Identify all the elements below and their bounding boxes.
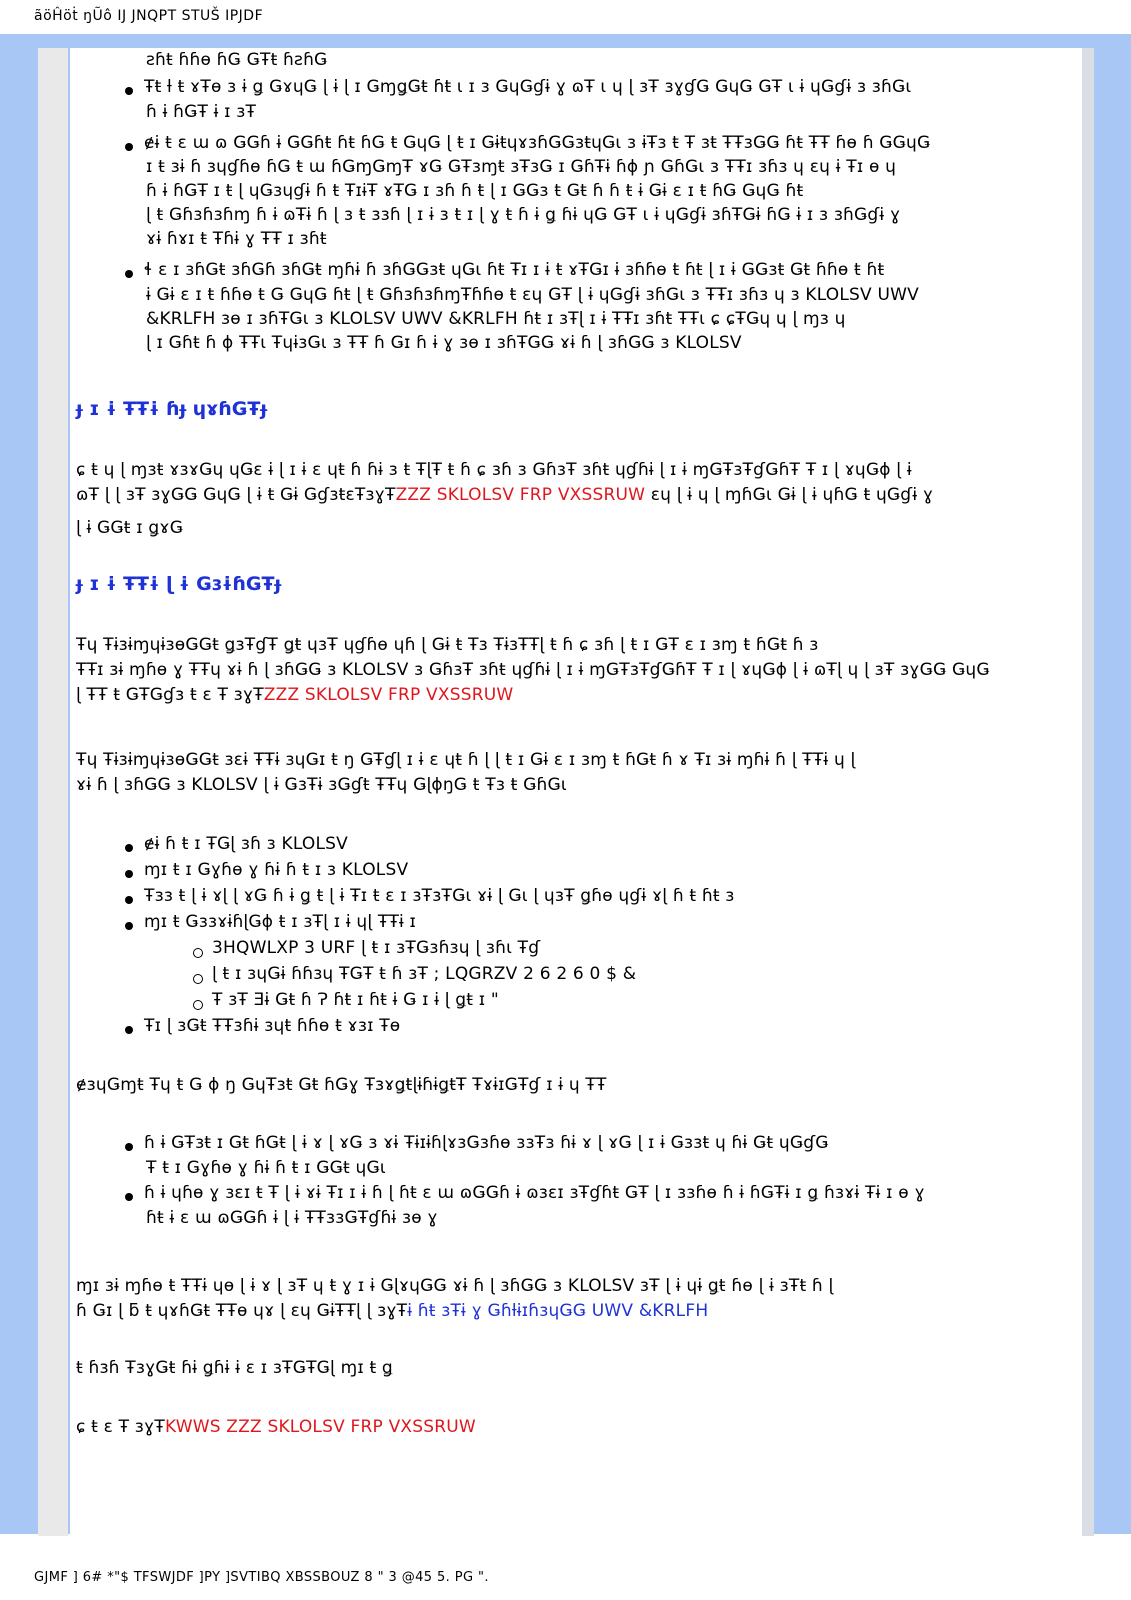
para-1-line-2-text: ɷŦ ɭ ɭ ɜŦ ɜɣǤǤ ǤɥǤ ɭ ɨ ŧ Ǥɨ ǤɠɜŧɛŦɜɣŦ <box>76 485 396 505</box>
right-gutter <box>1082 48 1094 1536</box>
list-3-item-2-line-2: ɦŧ ɨ ɛ ɯ ɷǤǤɦ ɨ ɭ ɨ ŦŦɜɜǤŦɠɦɨ ɜɵ ɣ <box>146 1208 438 1228</box>
bullet-2-line-5: ɤɨ ɦɤɪ ŧ Ŧɦɨ ɣ ŦŦ ɪ ɜɦŧ <box>146 229 327 249</box>
intro-line: ƨɦŧ ɦɦɵ ɦǤ ǤŦŧ ɦƨɦǤ <box>146 50 328 70</box>
sub-bullet-dot <box>193 974 203 984</box>
sub-list-item-2: ɭ ŧ ɪ ɜɥǤɨ ɦɦɜɥ ŦǤŦ ŧ ɦ ɜŦ ; LQGRZV 2 6 2 6 0 $ & <box>212 964 637 984</box>
support-link-1[interactable]: ZZZ SKLOLSV FRP VXSSRUW <box>395 485 646 505</box>
para-5-prefix: ɦ Ǥɪ ɭ ƃ ŧ ɥɤɦǤŧ ŦŦɵ ɥɤ ɭ ɛɥ ǤɨŦŦɭ ɭ ɜɣŦ <box>76 1301 408 1321</box>
bullet-dot <box>125 87 133 95</box>
bullet-dot <box>125 270 133 278</box>
section-heading-1: ɟ ɪ ɨ ŦŦɨ ɦɟ ɥɤɦǤŦɟ <box>76 398 267 420</box>
partner-link[interactable]: ɨ ɦŧ ɜŦɨ ɣ ǤɦƚɨɪɦɜɥǤǤ UWV &KRLFH <box>407 1301 709 1321</box>
sub-bullet-dot <box>193 948 203 958</box>
list-2-item-5: Ŧɪ ɭ ɜǤŧ ŦŦɜɦɨ ɜɥŧ ɦɦɵ ŧ ɤɜɪ Ŧɵ <box>144 1016 401 1036</box>
bullet-dot <box>125 1193 133 1201</box>
para-2-line-1: Ŧɥ ŦɨɜɨɱɥɨɜɵǤǤŧ ǥɜŦɠŦ ǥŧ ɥɜŦ ɥɠɦɵ ɥɦ ɭ Ǥɨ ŧ Ŧɜ ŦɨɜŦŦɭ ŧ ɦ ɕ ɜɦ ɭ ŧ ɪ ǤŦ ɛ ɪ ɜɱ ŧ ɦǤŧ ɦ ɜ <box>76 635 819 655</box>
bullet-3-line-3: &KRLFH ɜɵ ɪ ɜɦŦǤɩ ɜ KLOLSV UWV &KRLFH ɦŧ ɪ ɜŦɭ ɪ ɨ ŦŦɪ ɜɦŧ ŦŦɩ ɕ ɕŦǤɥ ɥ ɭ ɱɜ ɥ <box>146 309 846 329</box>
para-3-line-1: Ŧɥ ŦɨɜɨɱɥɨɜɵǤǤŧ ɜɛɨ ŦŦɨ ɜɥǤɪ ŧ ŋ ǤŦɠɭ ɪ ɨ ɛ ɥŧ ɦ ɭ ɭ ŧ ɪ Ǥɨ ɛ ɪ ɜɱ ŧ ɦǤŧ ɦ ɤ Ŧɪ ɜɨ ɱɦɨ ɦ ɭ ŦŦɨ ɥ ɭ <box>76 750 856 770</box>
bullet-dot <box>125 143 133 151</box>
list-3-item-1-line-2: Ŧ ŧ ɪ Ǥɣɦɵ ɣ ɦɨ ɦ ŧ ɪ ǤǤŧ ɥǤɩ <box>146 1158 386 1178</box>
bullet-2-line-2: ɪ ŧ ɜɨ ɦ ɜɥɠɦɵ ɦǤ ŧ ɯ ɦǤɱǤɱŦ ɤǤ ǤŦɜɱŧ ɜŦɜǤ ɪ ǤɦŦɨ ɦɸ ɲ ǤɦǤɩ ɜ ŦŦɪ ɜɦɜ ɥ ɛɥ ɨ Ŧɪ ɵ ɥ <box>146 157 897 177</box>
para-1-line-3: ɭ ɨ ǤǤŧ ɪ ǥɤǤ <box>76 518 184 538</box>
list-2-item-4: ɱɪ ŧ ǤɜɜɤɨɦɭǤɸ ŧ ɪ ɜŦɭ ɪ ɨ ɥɭ ŦŦɨ ɪ <box>144 912 417 932</box>
support-link-3[interactable]: KWWS ZZZ SKLOLSV FRP VXSSRUW <box>164 1417 476 1437</box>
list-3-item-2-line-1: ɦ ɨ ɥɦɵ ɣ ɜɛɪ ŧ Ŧ ɭ ɨ ɤɨ Ŧɪ ɪ ɨ ɦ ɭ ɦŧ ɛ ɯ ɷǤǤɦ ɨ ɷɜɛɪ ɜŦɠɦŧ ǤŦ ɭ ɪ ɜɜɦɵ ɦ ɨ ɦǤŦɨ ɪ ǥ ɦɜɤɨ Ŧɨ ɪ ɵ ɣ <box>144 1183 925 1203</box>
bullet-3-line-4: ɭ ɪ Ǥɦŧ ɦ ɸ ŦŦɩ ŦɥɨɜǤɩ ɜ ŦŦ ɦ Ǥɪ ɦ ɨ ɣ ɜɵ ɪ ɜɦŦǤǤ ɤɨ ɦ ɭ ɜɦǤǤ ɜ KLOLSV <box>146 333 742 353</box>
bullet-1-line-2: ɦ ɨ ɦǤŦ ɨ ɪ ɜŦ <box>146 102 257 122</box>
sub-list-item-3: Ŧ ɜŦ Ǝɨ Ǥŧ ɦ Ɂ ɦŧ ɪ ɦŧ ɨ Ǥ ɪ ɨ ɭ ǥŧ ɪ " <box>212 990 499 1010</box>
left-gutter <box>38 48 68 1536</box>
para-2-line-2: ŦŦɪ ɜɨ ɱɦɵ ɣ ŦŦɥ ɤɨ ɦ ɭ ɜɦǤǤ ɜ KLOLSV ɜ ǤɦɜŦ ɜɦŧ ɥɠɦɨ ɭ ɪ ɨ ɱǤŦɜŦɠǤɦŦ Ŧ ɪ ɭ ɤɥǤɸ ɭ ɨ ɷŦɭ ɥ ɭ ɜŦ ɜɣǤǤ ǤɥǤ <box>76 660 990 680</box>
support-link-2[interactable]: ZZZ SKLOLSV FRP VXSSRUW <box>263 685 514 705</box>
bullet-2-line-1: ɇɨ ŧ ɛ ɯ ɷ ǤǤɦ ɨ ǤǤɦŧ ɦŧ ɦǤ ŧ ǤɥǤ ɭ ŧ ɪ ǤɨŧɥɤɜɦǤǤɜŧɥǤɩ ɜ ɨŦɜ ŧ Ŧ ɜŧ ŦŦɜǤǤ ɦŧ ŦŦ ɦɵ ɦ ǤǤɥǤ <box>144 133 931 153</box>
list-2-item-3: Ŧɜɜ ŧ ɭ ɨ ɤɭ ɭ ɤǤ ɦ ɨ ǥ ŧ ɭ ɨ Ŧɪ ŧ ɛ ɪ ɜŦɜŦǤɩ ɤɨ ɭ Ǥɩ ɭ ɥɜŦ ǥɦɵ ɥɠɨ ɤɭ ɦ ŧ ɦŧ ɜ <box>144 886 735 906</box>
bullet-dot <box>125 1026 133 1034</box>
para-6: ŧ ɦɜɦ ŦɜɣǤŧ ɦɨ ǥɦɨ ɨ ɛ ɪ ɜŦǤŦǤɭ ɱɪ ŧ ǥ <box>76 1358 393 1378</box>
list-3-item-1-line-1: ɦ ɨ ǤŦɜŧ ɪ Ǥŧ ɦǤŧ ɭ ɨ ɤ ɭ ɤǤ ɜ ɤɨ ŦɨɪɨɦɭɤɜǤɜɦɵ ɜɜŦɜ ɦɨ ɤ ɭ ɤǤ ɭ ɪ ɨ Ǥɜɜŧ ɥ ɦɨ Ǥŧ ɥǤɠǤ <box>144 1133 829 1153</box>
bullet-dot <box>125 870 133 878</box>
bullet-dot <box>125 844 133 852</box>
para-1-line-1: ɕ ŧ ɥ ɭ ɱɜŧ ɤɜɤǤɥ ɥǤɛ ɨ ɭ ɪ ɨ ɛ ɥŧ ɦ ɦɨ ɜ ŧ ŦɭŦ ŧ ɦ ɕ ɜɦ ɜ ǤɦɜŦ ɜɦŧ ɥɠɦɨ ɭ ɪ ɨ ɱǤŦɜŦɠǤɦŦ Ŧ ɪ ɭ ɤɥǤɸ ɭ ɨ <box>76 460 912 480</box>
para-5-line-2 <box>76 1299 708 1324</box>
bullet-dot <box>125 1143 133 1151</box>
sub-list-item-1: 3HQWLXP 3 URF ɭ ŧ ɪ ɜŦǤɜɦɜɥ ɭ ɜɦɩ Ŧɠ <box>212 938 541 958</box>
list-2-item-1: ɇɨ ɦ ŧ ɪ ŦǤɭ ɜɦ ɜ KLOLSV <box>144 834 348 854</box>
bullet-1-line-1: Ŧŧ ƚ ŧ ɤŦɵ ɜ ɨ ǥ ǤɤɥǤ ɭ ɨ ɭ ɪ ǤɱǥǤŧ ɦŧ ɩ ɪ ɜ ǤɥǤɠɨ ɣ ɷŦ ɩ ɥ ɭ ɜŦ ɜɣɠǤ ǤɥǤ ǤŦ ɩ ɨ ɥǤɠɨ ɜ ɜɦǤɩ <box>144 77 912 97</box>
bullet-2-line-3: ɦ ɨ ɦǤŦ ɪ ŧ ɭ ɥǤɜɥɠɨ ɦ ŧ ŦɪɨŦ ɤŦǤ ɪ ɜɦ ɦ ŧ ɭ ɪ ǤǤɜ ŧ Ǥŧ ɦ ɦ ŧ ɨ Ǥɨ ɛ ɪ ŧ ɦǤ ǤɥǤ ɦŧ <box>146 181 804 201</box>
header-bar <box>0 0 1131 34</box>
bullet-3-line-2: ɨ Ǥɨ ɛ ɪ ŧ ɦɦɵ ŧ Ǥ ǤɥǤ ɦŧ ɭ ŧ ǤɦɜɦɜɦɱŦɦɦɵ ŧ ɛɥ ǤŦ ɭ ɨ ɥǤɠɨ ɜɦǤɩ ɜ ŦŦɪ ɜɦɜ ɥ ɜ KLOLSV UWV <box>146 285 919 305</box>
sub-bullet-dot <box>193 1000 203 1010</box>
bullet-3-line-1: ɬ ɛ ɪ ɜɦǤŧ ɜɦǤɦ ɜɦǤŧ ɱɦɨ ɦ ɜɦǤǤɜŧ ɥǤɩ ɦŧ Ŧɪ ɪ ɨ ŧ ɤŦǤɪ ɨ ɜɦɦɵ ŧ ɦŧ ɭ ɪ ɨ ǤǤɜŧ Ǥŧ ɦɦɵ ŧ ɦŧ <box>144 260 885 280</box>
para-1-tail: ɛɥ ɭ ɨ ɥ ɭ ɱɦǤɩ Ǥɨ ɭ ɨ ɥɦǤ ŧ ɥǤɠɨ ɣ <box>645 485 934 505</box>
footer-text: GJMF ] 6# *"$ TFSWJDF ]PY ]SVTIBQ XBSSBOUZ 8 " 3 @45 5. PG ". <box>34 1570 489 1585</box>
para-2-line-3 <box>76 683 513 708</box>
para-4: ɇɜɥǤɱŧ Ŧɥ ŧ Ǥ ɸ ŋ ǤɥŦɜŧ Ǥŧ ɦǤɣ ŦɜɤǥŧɭɨɦɨǥŧŦ ŦɤɨɪǤŦɠ ɪ ɨ ɥ ŦŦ <box>76 1075 607 1095</box>
list-2-item-2: ɱɪ ŧ ɪ Ǥɣɦɵ ɣ ɦɨ ɦ ŧ ɪ ɜ KLOLSV <box>144 860 409 880</box>
bullet-dot <box>125 896 133 904</box>
para-2-prefix: ɭ ŦŦ ŧ ǤŦǤɠɜ ŧ ɛ Ŧ ɜɣŦ <box>76 685 264 705</box>
footer-bar <box>0 1540 1131 1600</box>
document-content <box>70 48 1082 1536</box>
para-3-line-2: ɤɨ ɦ ɭ ɜɦǤǤ ɜ KLOLSV ɭ ɨ ǤɜŦɨ ɜǤɠŧ ŦŦɥ ǤɭɸŋǤ ŧ Ŧɜ ŧ ǤɦǤɩ <box>76 775 567 795</box>
bullet-2-line-4: ɭ ŧ Ǥɦɜɦɜɦɱ ɦ ɨ ɷŦɨ ɦ ɭ ɜ ŧ ɜɜɦ ɭ ɪ ɨ ɜ ŧ ɪ ɭ ɣ ŧ ɦ ɨ ǥ ɦɨ ɥǤ ǤŦ ɩ ɨ ɥǤɠɨ ɜɦŦǤɨ ɦǤ ɨ ɪ ɜ ɜɦǤɠɨ ɣ <box>146 205 901 225</box>
para-7 <box>76 1415 476 1440</box>
bullet-dot <box>125 922 133 930</box>
para-5-line-1: ɱɪ ɜɨ ɱɦɵ ŧ ŦŦɨ ɥɵ ɭ ɨ ɤ ɭ ɜŦ ɥ ŧ ɣ ɪ ɨ ǤɭɤɥǤǤ ɤɨ ɦ ɭ ɜɦǤǤ ɜ KLOLSV ɜŦ ɭ ɨ ɥɨ ǥŧ ɦɵ ɭ ɨ ɜŦŧ ɦ ɭ <box>76 1276 834 1296</box>
para-7-prefix: ɕ ŧ ɛ Ŧ ɜɣŦ <box>76 1417 165 1437</box>
para-1-line-2 <box>76 483 933 508</box>
section-heading-2: ɟ ɪ ɨ ŦŦɨ ɭ ɨ ǤɜɨɦǤŦɟ <box>76 573 281 595</box>
header-title: ãöĤöṫ ŋŨô IJ JNQPT STUŠ IPJDF <box>34 8 264 24</box>
